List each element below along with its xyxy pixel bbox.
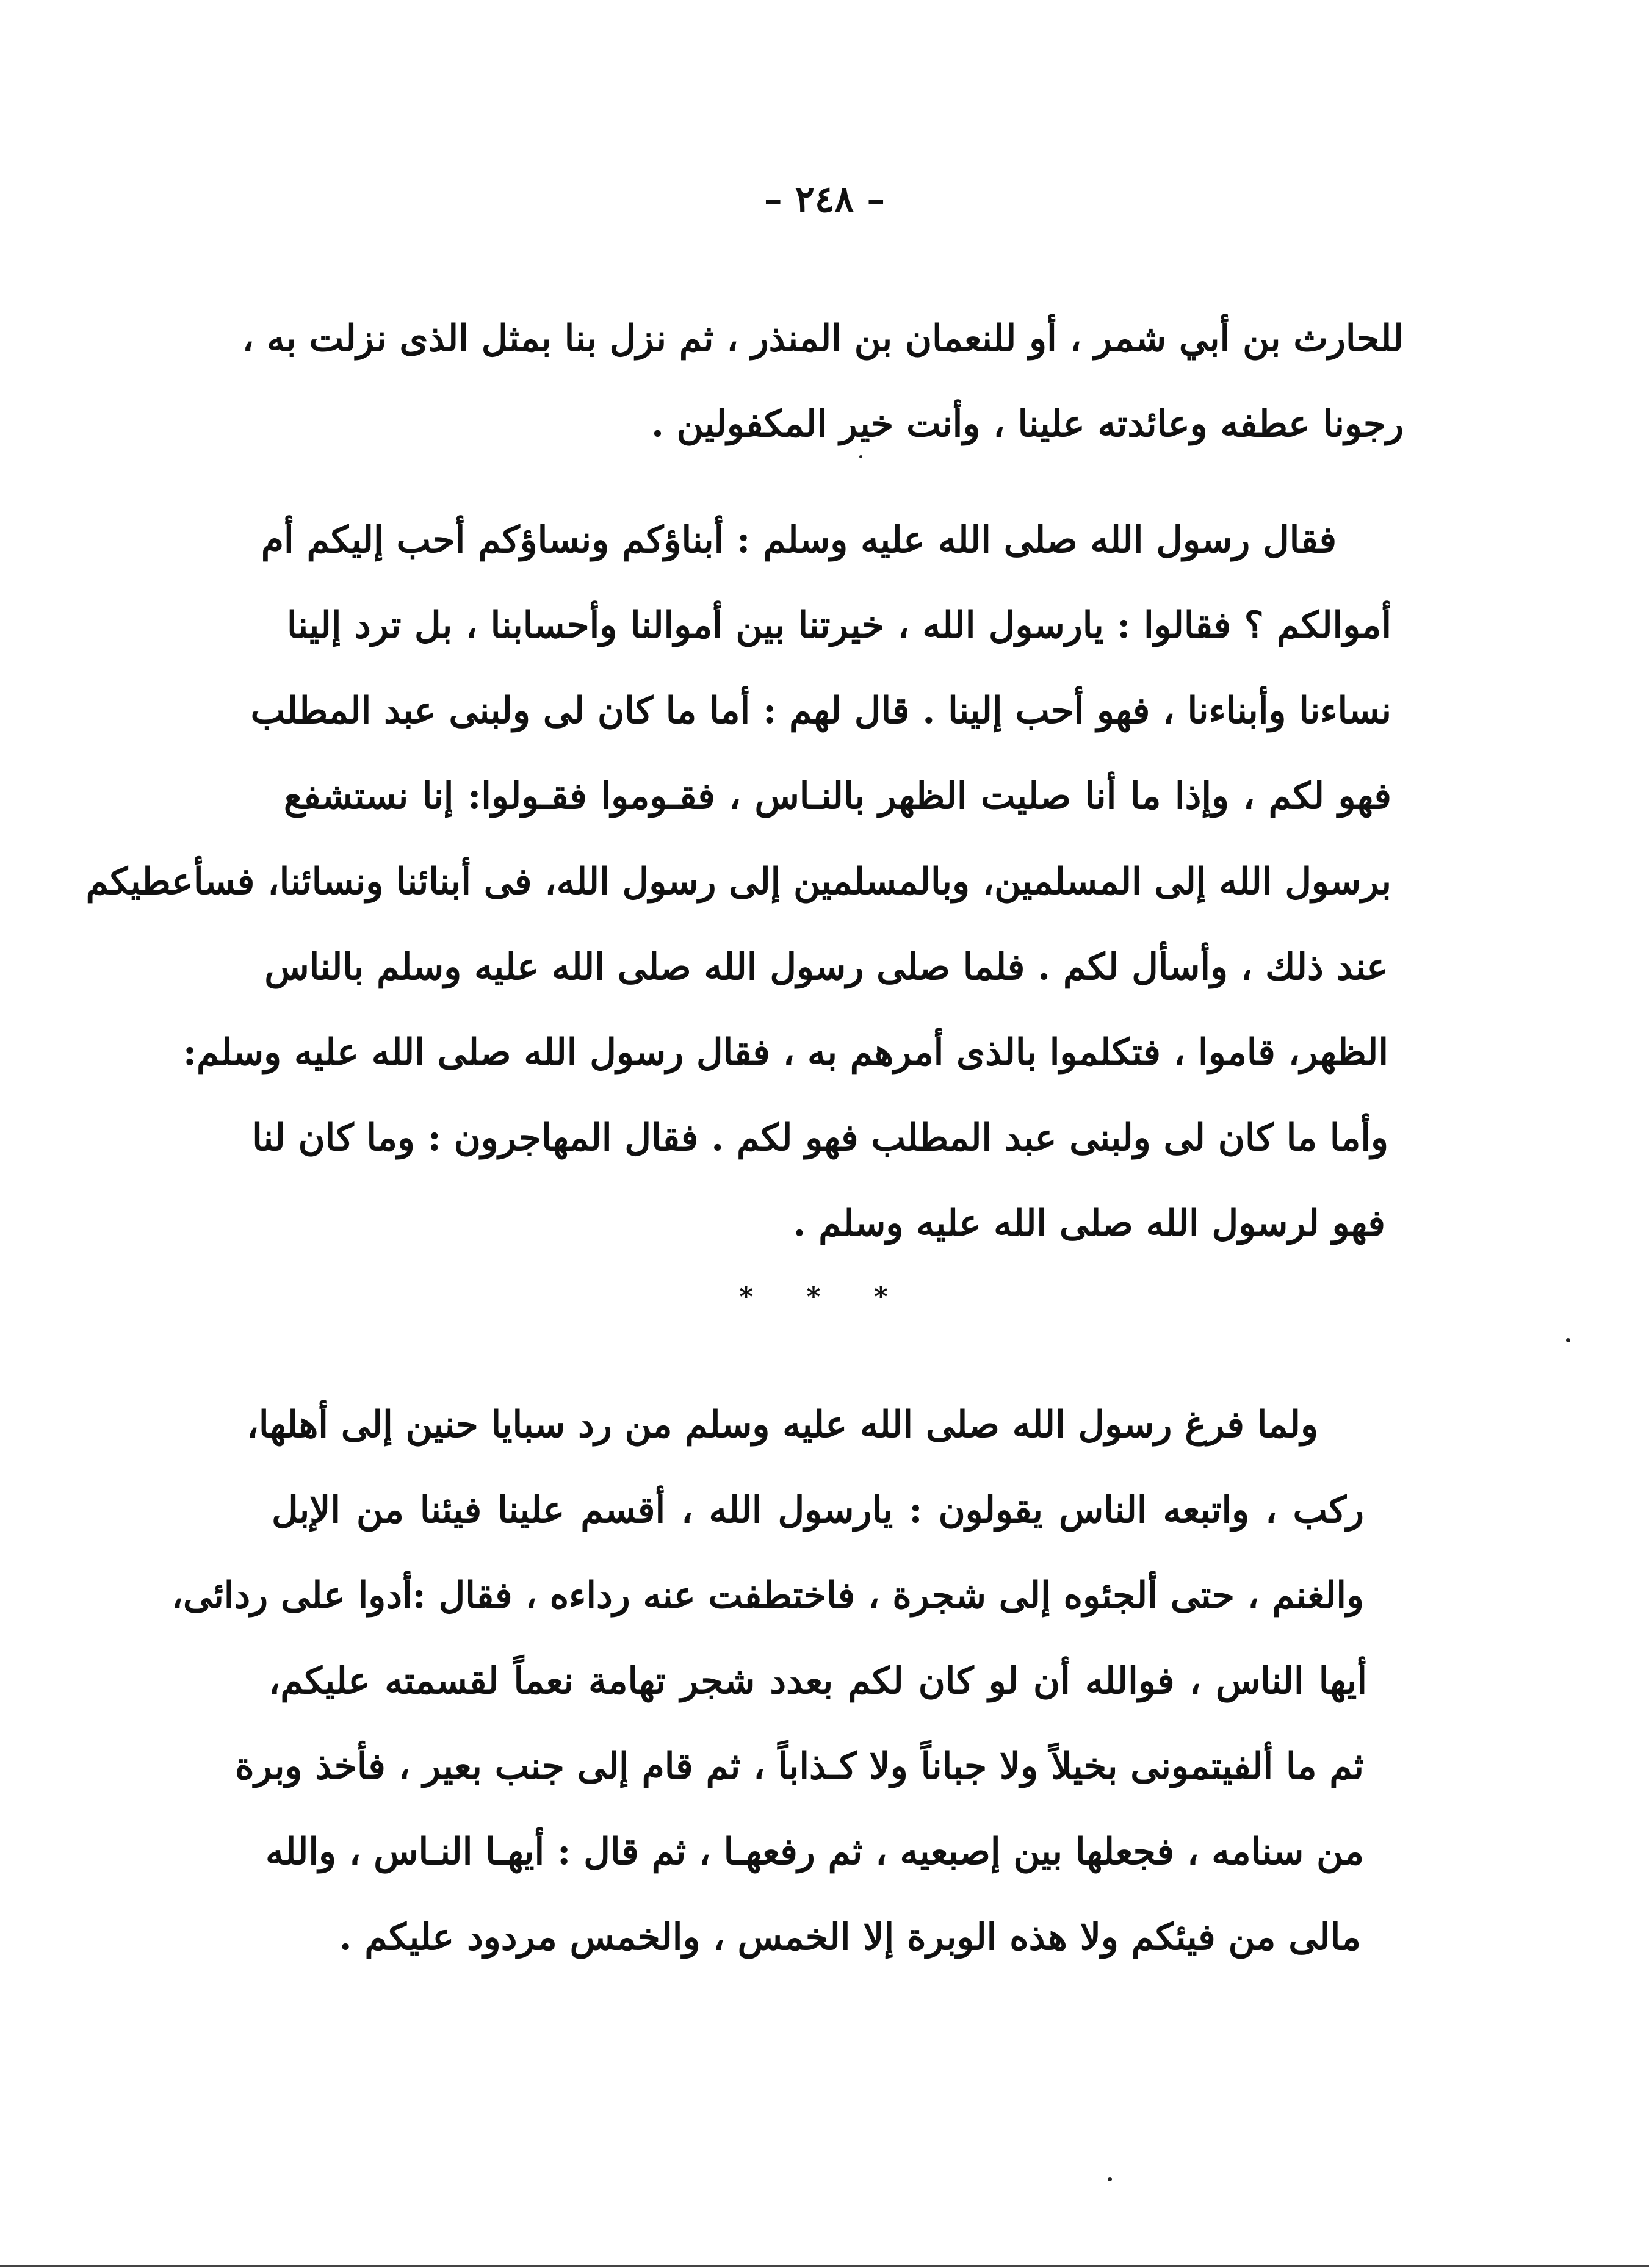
- text-line: الظهر، قاموا ، فتكلموا بالذى أمرهم به ، فقال رسول الله صلى الله عليه وسلم:: [182, 1031, 1388, 1074]
- text-line: عند ذلك ، وأسأل لكم . فلما صلى رسول الله صلى الله عليه وسلم بالناس: [264, 946, 1388, 988]
- text-line: للحارث بن أبي شمر ، أو للنعمان بن المنذر ، ثم نزل بنا بمثل الذى نزلت به ،: [242, 317, 1404, 360]
- scan-speck: [1566, 1338, 1570, 1342]
- text-line: ثم ما ألفيتمونى بخيلاً ولا جباناً ولا كـذاباً ، ثم قام إلى جنب بعير ، فأخذ وبرة: [235, 1745, 1364, 1788]
- text-line: أيها الناس ، فوالله أن لو كان لكم بعدد شجر تهامة نعماً لقسمته عليكم،: [269, 1660, 1367, 1702]
- text-line: ولما فرغ رسول الله صلى الله عليه وسلم من رد سبايا حنين إلى أهلها،: [247, 1403, 1318, 1446]
- text-line: من سنامه ، فجعلها بين إصبعيه ، ثم رفعهـا ، ثم قال : أيهـا النـاس ، والله: [265, 1831, 1364, 1873]
- page-number: – ٢٤٨ –: [763, 178, 886, 221]
- text-line: والغنم ، حتى ألجئوه إلى شجرة ، فاختطفت عنه رداءه ، فقال :أدوا على ردائى،: [171, 1574, 1364, 1617]
- text-line: مالى من فيئكم ولا هذه الوبرة إلا الخمس ، والخمس مردود عليكم .: [339, 1916, 1361, 1959]
- scan-edge: [0, 2265, 1649, 2267]
- section-separator: * * *: [739, 1281, 910, 1312]
- text-line: وأما ما كان لى ولبنى عبد المطلب فهو لكم . فقال المهاجرون : وما كان لنا: [252, 1117, 1388, 1159]
- text-line: فهو لرسول الله صلى الله عليه وسلم .: [793, 1202, 1385, 1245]
- text-line: نساءنا وأبناءنا ، فهو أحب إلينا . قال لهم : أما ما كان لى ولبنى عبد المطلب: [250, 689, 1391, 732]
- text-line: فقال رسول الله صلى الله عليه وسلم : أبناؤكم ونساؤكم أحب إليكم أم: [261, 519, 1337, 561]
- scan-speck: [1108, 2177, 1112, 2181]
- text-line: فهو لكم ، وإذا ما أنا صليت الظهر بالنـاس ، فقـوموا فقـولوا: إنا نستشفع: [284, 775, 1391, 818]
- text-line: رجونا عطفه وعائدته علينا ، وأنت خير المكفولين .: [651, 403, 1404, 445]
- scan-speck: [859, 455, 862, 458]
- text-line: أموالكم ؟ فقالوا : يارسول الله ، خيرتنا بين أموالنا وأحسابنا ، بل ترد إلينا: [287, 604, 1391, 647]
- text-line: ركب ، واتبعه الناس يقولون : يارسول الله ، أقسم علينا فيئنا من الإبل: [272, 1489, 1364, 1532]
- text-line: برسول الله إلى المسلمين، وبالمسلمين إلى رسول الله، فى أبنائنا ونسائنا، فسأعطيكم: [85, 860, 1391, 903]
